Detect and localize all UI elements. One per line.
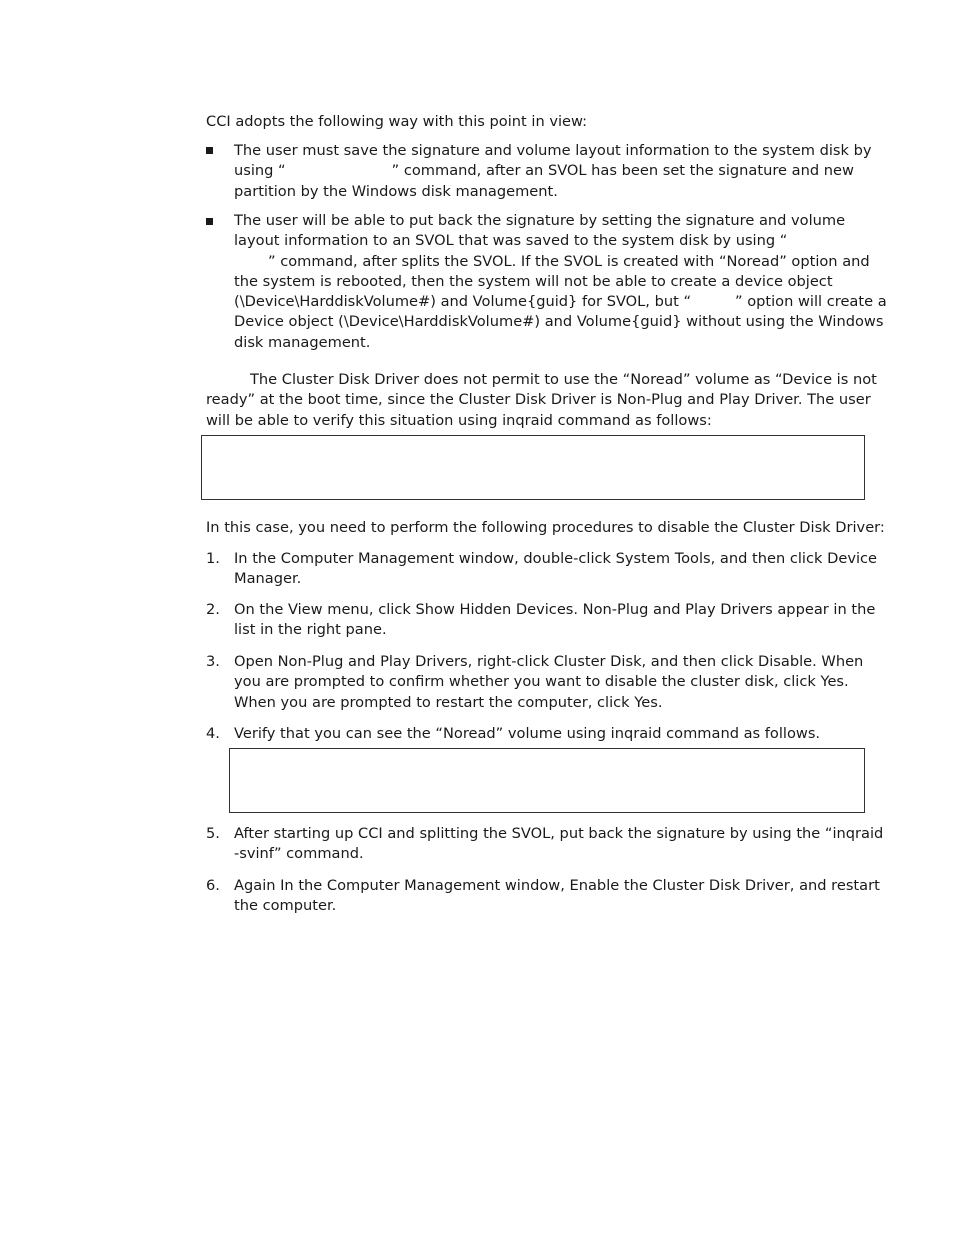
bullet-line: disk management. [234, 333, 371, 351]
step-number: 6. [206, 877, 220, 894]
bullet-line: The user will be able to put back the signature by setting the signature and volume [234, 212, 846, 229]
bullet-text: ” option will create a [735, 293, 887, 311]
bullet-line [234, 161, 859, 181]
bullet-line: The user must save the signature and volume layout information to the system disk by [234, 142, 872, 159]
step-line: the computer. [234, 897, 337, 915]
inqraid-output-box [201, 435, 865, 500]
step-item-enable-cluster-disk [234, 876, 880, 917]
step-number: 5. [206, 825, 220, 842]
step-number: 4. [206, 725, 220, 742]
procedure-lead: In this case, you need to perform the following procedures to disable the Cluster Disk Driver: [206, 519, 885, 536]
bullet-line: partition by the Windows disk management. [234, 182, 558, 200]
bullet-line: the system is rebooted, then the system will not be able to create a device object [234, 272, 833, 290]
step-item-put-back-signature [234, 824, 884, 865]
bullet-marker [206, 147, 213, 154]
step-line: you are prompted to confirm whether you want to disable the cluster disk, click Yes. [234, 673, 849, 691]
step-line: -svinf” command. [234, 845, 364, 863]
bullet-line: ” command, after splits the SVOL. If the SVOL is created with “Noread” option and [268, 252, 870, 270]
step-line: list in the right pane. [234, 621, 387, 639]
step-line: When you are prompted to restart the computer, click Yes. [234, 693, 663, 711]
step-number: 1. [206, 550, 220, 567]
step-line: In the Computer Management window, double-click System Tools, and then click Device [234, 550, 878, 567]
paragraph-line: The Cluster Disk Driver does not permit to use the “Noread” volume as “Device is not [250, 371, 877, 388]
paragraph-line: ready” at the boot time, since the Cluster Disk Driver is Non-Plug and Play Driver. The user [206, 391, 871, 409]
inqraid-verify-output-box [229, 748, 865, 813]
step-number: 2. [206, 601, 220, 618]
bullet-text: (\Device\HarddiskVolume#) and Volume{guid} for SVOL, but “ [234, 293, 692, 311]
step-item-verify-noread-volume [234, 724, 864, 744]
step-item-open-device-manager [234, 549, 878, 590]
bullet-line [234, 292, 887, 312]
step-line: Open Non-Plug and Play Drivers, right-click Cluster Disk, and then click Disable. When [234, 653, 864, 670]
paragraph-line: will be able to verify this situation using inqraid command as follows: [206, 411, 712, 429]
step-line: Manager. [234, 570, 302, 588]
bullet-item-save-signature [234, 141, 872, 202]
step-item-show-hidden-devices [234, 600, 876, 641]
bullet-marker [206, 218, 213, 225]
step-line: After starting up CCI and splitting the SVOL, put back the signature by using the “inqraid [234, 825, 884, 842]
step-line: On the View menu, click Show Hidden Devices. Non-Plug and Play Drivers appear in the [234, 601, 876, 618]
step-item-disable-cluster-disk [234, 652, 864, 713]
bullet-line: layout information to an SVOL that was saved to the system disk by using “ [234, 232, 788, 250]
step-line: Verify that you can see the “Noread” volume using inqraid command as follows. [234, 725, 821, 742]
bullet-item-put-back-signature [234, 211, 887, 353]
bullet-line: Device object (\Device\HarddiskVolume#) and Volume{guid} without using the Windows [234, 313, 884, 331]
step-line: Again In the Computer Management window, Enable the Cluster Disk Driver, and restart [234, 877, 880, 894]
intro-text: CCI adopts the following way with this point in view: [206, 113, 588, 130]
bullet-text: using “ [234, 162, 286, 180]
bullet-text: ” command, after an SVOL has been set the signature and new [391, 162, 854, 180]
step-number: 3. [206, 653, 220, 670]
cluster-disk-paragraph [206, 370, 877, 431]
